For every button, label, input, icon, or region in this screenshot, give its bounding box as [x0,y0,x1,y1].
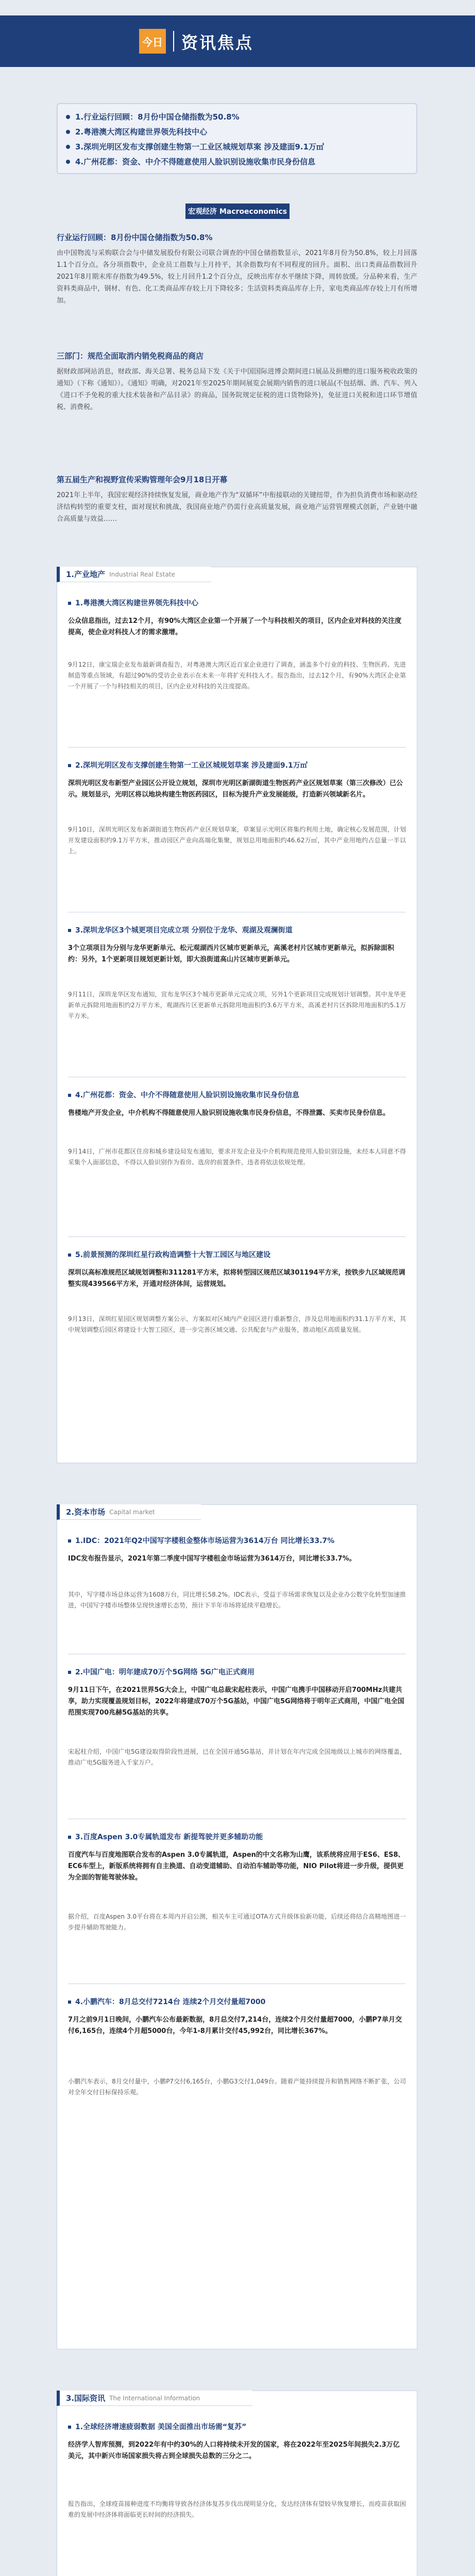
toc-item-label: 3.深圳光明区发布支撑创建生物第一工业区城规划草案 涉及建面9.1万㎡ [75,142,324,151]
news-item-lead: 3个立项项目为分别与龙华更新单元、松元观湖西片区城市更新单元，高溪老村片区城市更新单元，拟拆除面积约：另外，1个更新项目规划更新计划，即大浪街道高山片区城市更新单元。 [68,944,395,963]
toc-item-label: 2.粤港澳大湾区构建世界领先科技中心 [75,127,208,137]
news-item-title[interactable]: 1.IDC：2021年Q2中国写字楼租金整体市场运营为3614万台 同比增长33.7% [68,1535,408,1546]
bullet-icon [66,160,70,164]
toc-item[interactable] [66,139,408,154]
news-item-body: 据介绍，百度Aspen 3.0平台将在本周内开启公测，相关车主可通过OTA方式升级体验新功能，后续还将结合高精地图进一步提升辅助驾驶能力。 [68,1913,406,1931]
news-item-title[interactable]: 1.粤港澳大湾区构建世界领先科技中心 [68,598,408,608]
macro-paragraph-1: 由中国物流与采购联合会与中储发展股份有限公司联合调查的中国仓储指数显示，2021年8月份为50.8%，较上月回落1.1个百分点。各分项指数中，企业员工指数与上月持平，其余指数均有不同程度的回升。面积、出口类商品指数回升2021年8月期末库存指数为49.5%，较上月回升1.2个百分点，反映出库存水平继续下降，周转放缓。分品种来看，生产资料类商品中，钢材、有色、化工类商品库存较上月下降较多；生活资料类商品库存上升，家电类商品库存较上月有所增加。 [57,249,417,304]
toc-item[interactable] [66,124,408,139]
bullet-icon [68,1836,71,1839]
international-panel-header [57,2391,252,2406]
news-item-lead: 公众信息指出，过去12个月，有90%大湾区企业第一个开展了一个与科技相关的项目，区内企业对科技的关注度提高，使企业对科技人才的需求激增。 [68,617,402,636]
macro-subheading-1: 行业运行回顾：8月份中国仓储指数为50.8% [57,233,213,242]
news-item-lead: 9月11日下午，在2021世界5G大会上，中国广电总裁宋起柱表示，中国广电携手中国移动开启700MHz共建共享，助力实现覆盖规划目标，2022年将建成70万个5G基站，中国广电5G网络将于明年正式商用，中国广电全国范围实现700兆赫5G基站的共享。 [68,1686,404,1717]
bullet-icon [68,2001,71,2004]
news-item-lead: 售楼地产开发企业，中介机构不得随意使用人脸识别设施收集市民身份信息，不得泄露、买卖市民身份信息。 [68,1109,390,1117]
news-item-title[interactable]: 2.深圳光明区发布支撑创建生物第一工业区城规划草案 涉及建面9.1万㎡ [68,760,408,770]
news-item-title[interactable]: 3.百度Aspen 3.0专属轨道发布 新提驾驶并更多辅助功能 [68,1832,408,1842]
news-item-body: 小鹏汽车表示，8月交付量中，小鹏P7交付6,165台，小鹏G3交付1,049台。随着产能持续提升和销售网络不断扩张，公司对全年交付目标保持乐观。 [68,2078,406,2096]
news-item-body: 其中，写字楼市场总体运营为1608万台，同比增长58.2%。IDC表示，受益于市场需求恢复以及企业办公数字化转型加速推进，中国写字楼市场整体呈现快速增长态势，预计下半年市场将延续平稳增长。 [68,1591,406,1609]
toc-item[interactable] [66,154,408,169]
news-item-lead: IDC发布报告显示，2021年第二季度中国写字楼租金市场运营为3614万台，同比增长33.7%。 [68,1555,356,1563]
bullet-icon [66,115,70,119]
bullet-icon [68,1253,71,1257]
news-item-body: 9月13日，深圳红星园区规划调整方案公示，方案拟对区域内产业园区进行重新整合，涉及总用地面积约31.1万平方米，其中规划调整后园区将建设十大智工园区，进一步完善区域交通、公共配套与产业服务，推动地区高质量发展。 [68,1315,406,1333]
international-panel [57,2391,417,2576]
news-item-body: 宋起柱介绍，中国广电5G建设取得阶段性进展，已在全国开通5G基站，并计划在年内完成全国地级以上城市的网络覆盖，推动广电5G服务进入千家万户。 [68,1748,406,1766]
news-item-lead: 经济学人智库预测，到2022年有中约30%的人口将持续未开发的国家，将在2022年至2025年间损失2.3万亿美元，其中新兴市场国家损失将占到全球损失总数的三分之二。 [68,2441,400,2460]
panel-header-label: 1.产业地产 [66,570,106,579]
news-item-lead: 7月之前9月1日晚间，小鹏汽车公布最新数据，8月总交付7,214台，连续2个月交付量超7000，小鹏P7单月交付6,165台，连续4个月超5000台，今年1-8月累计交付45,992台，同比增长367%。 [68,2016,402,2035]
toc-item[interactable] [66,109,408,124]
bullet-icon [68,602,71,605]
panel-header-en: The International Information [109,2394,200,2402]
macro-subheading-3: 第五届生产和视野宣传采购管理年会9月18日开幕 [57,475,228,484]
table-of-contents [57,103,417,174]
bullet-icon [68,2426,71,2429]
macro-paragraph-2: 据财政部网站消息，财政部、海关总署、税务总局下发《关于中国国际进博会期间进口展品及捐赠的进口服务税收政策的通知》（下称《通知》）。《通知》明确，对2021年至2025年期间展览会展期内销售的进口展品(不包括烟、酒、汽车、列入《进口不予免税的重大技术装备和产品目录》的商品，国务院规定征税的进口货物除外)，免征进口关税和进口环节增值税、消费税。 [57,368,417,411]
industrial-panel-header [57,567,211,582]
bullet-icon [68,1671,71,1674]
panel-header-label: 2.资本市场 [66,1507,106,1517]
bullet-icon [68,764,71,767]
news-item-title[interactable]: 5.前景预测的深圳红星行政构造调整十大智工园区与地区建设 [68,1249,408,1260]
news-item-title[interactable]: 4.小鹏汽车：8月总交付7214台 连续2个月交付量超7000 [68,1996,408,2007]
page-title: 资讯焦点 [181,33,254,53]
toc-item-label: 1.行业运行回顾：8月份中国仓储指数为50.8% [75,112,240,122]
bullet-icon [68,1094,71,1097]
bullet-icon [68,929,71,932]
panel-header-en: Capital market [109,1508,155,1516]
header-divider [173,31,174,52]
news-item-lead: 深圳以高标准规范区域规划调整和311281平方米，拟将转型园区规范区域301194平方米，按铁步九区域规范调整实现439566平方米，开通对经济体间，运营规划。 [68,1269,405,1288]
macro-section-pill: 宏观经济 Macroeconomics [185,204,290,219]
panel-header-label: 3.国际资讯 [66,2394,106,2403]
news-item-body: 报告指出，全球疫苗接种进度不均衡将导致各经济体复苏步伐出现明显分化，发达经济体有望较早恢复增长，而疫苗获取困难的发展中经济体将面临更长时间的经济损失。 [68,2500,406,2518]
macro-subheading-2: 三部门：规范全面取消内销免税商品的商店 [57,351,204,361]
bullet-icon [66,145,70,149]
news-item-lead: 深圳光明区发布新型产业园区公开设立规划，深圳市光明区新湖街道生物医药产业区规划草案（第三次修改）已公示。规划显示，光明区将以地块构建生物医药园区，目标为提升产业发展能级，打造新兴领域新名片。 [68,779,403,799]
news-item-body: 9月12日，康宝瑞企业发布最新调查报告，对粤港澳大湾区近百家企业进行了调查，涵盖多个行业的科技、生物医药、先进制造等重点领域，有超过90%的受访企业表示在未来一年将扩充科技人才。报告指出，过去12个月，有90%大湾区企业第一个开展了一个与科技相关的项目，区内企业对科技的关注度提高。 [68,661,406,690]
divider [68,747,406,748]
macro-paragraph-3: 2021年上半年，我国宏观经济持续恢复发展，商业地产作为“双循环”中衔接联动的关键纽带，作为担负消费市场和驱动经济结构转型的重要支柱，面对现状和挑战，我国商业地产仍需行业高质量发展，商业地产运营管理模式创新，产业链中融合高质量与效益…… [57,492,417,523]
divider [68,1236,406,1237]
news-item-body: 9月10日，深圳光明区发布新湖街道生物医药产业区规划草案，草案显示光明区将集约利用土地，确定核心发展范围，计划开发建设面积约9.1万平方米，推动园区产业向高端化集聚，规划总用地面积约46.62万㎡，其中产业用地约占总量一半以上。 [68,826,406,855]
capital-panel-header [57,1504,201,1520]
news-item-lead: 百度汽车与百度地图联合发布的Aspen 3.0专属轨道，Aspen的中文名称为山鹰，该系统将应用于ES6、ES8、EC6车型上，新版系统将拥有自主换道、自动变道辅助、自动泊车辅助等功能，NIO Pilot将进一步升级，提供更为全面的智能驾驶体验。 [68,1851,405,1882]
news-item-body: 9月11日，深圳龙华区发布通知，宣布龙华区3个城市更新单元完成立项，另外1个更新项目完成规划计划调整。其中龙华更新单元拆除用地面积约2万平方米，观湖西片区更新单元拆除用地面积约3.6万平方米，高溪老村片区拆除用地面积约5.1万平方米。 [68,991,406,1020]
toc-item-label: 4.广州花都：资金、中介不得随意使用人脸识别设施收集市民身份信息 [75,157,316,166]
news-item-title[interactable]: 4.广州花都：资金、中介不得随意使用人脸识别设施收集市民身份信息 [68,1090,408,1100]
panel-header-en: Industrial Real Estate [109,570,175,578]
header-tag: 今日 [139,29,166,54]
bullet-icon [68,1539,71,1543]
bullet-icon [66,130,70,134]
news-item-body: 9月14日，广州市花都区住房和城乡建设局发布通知，要求开发企业及中介机构规范使用人脸识别设施，未经本人同意不得采集个人面部信息，不得以人脸识别作为看房、选房的前置条件，违者将依法依规处理。 [68,1148,406,1166]
news-item-title[interactable]: 1.全球经济增速疲弱数据 美国全面推出市场需“复苏” [68,2421,408,2432]
news-item-title[interactable]: 3.深圳龙华区3个城更项目完成立项 分别位于龙华、观湖及观澜街道 [68,925,408,935]
news-item-title[interactable]: 2.中国广电：明年建成70万个5G网络 5G广电正式商用 [68,1667,408,1677]
